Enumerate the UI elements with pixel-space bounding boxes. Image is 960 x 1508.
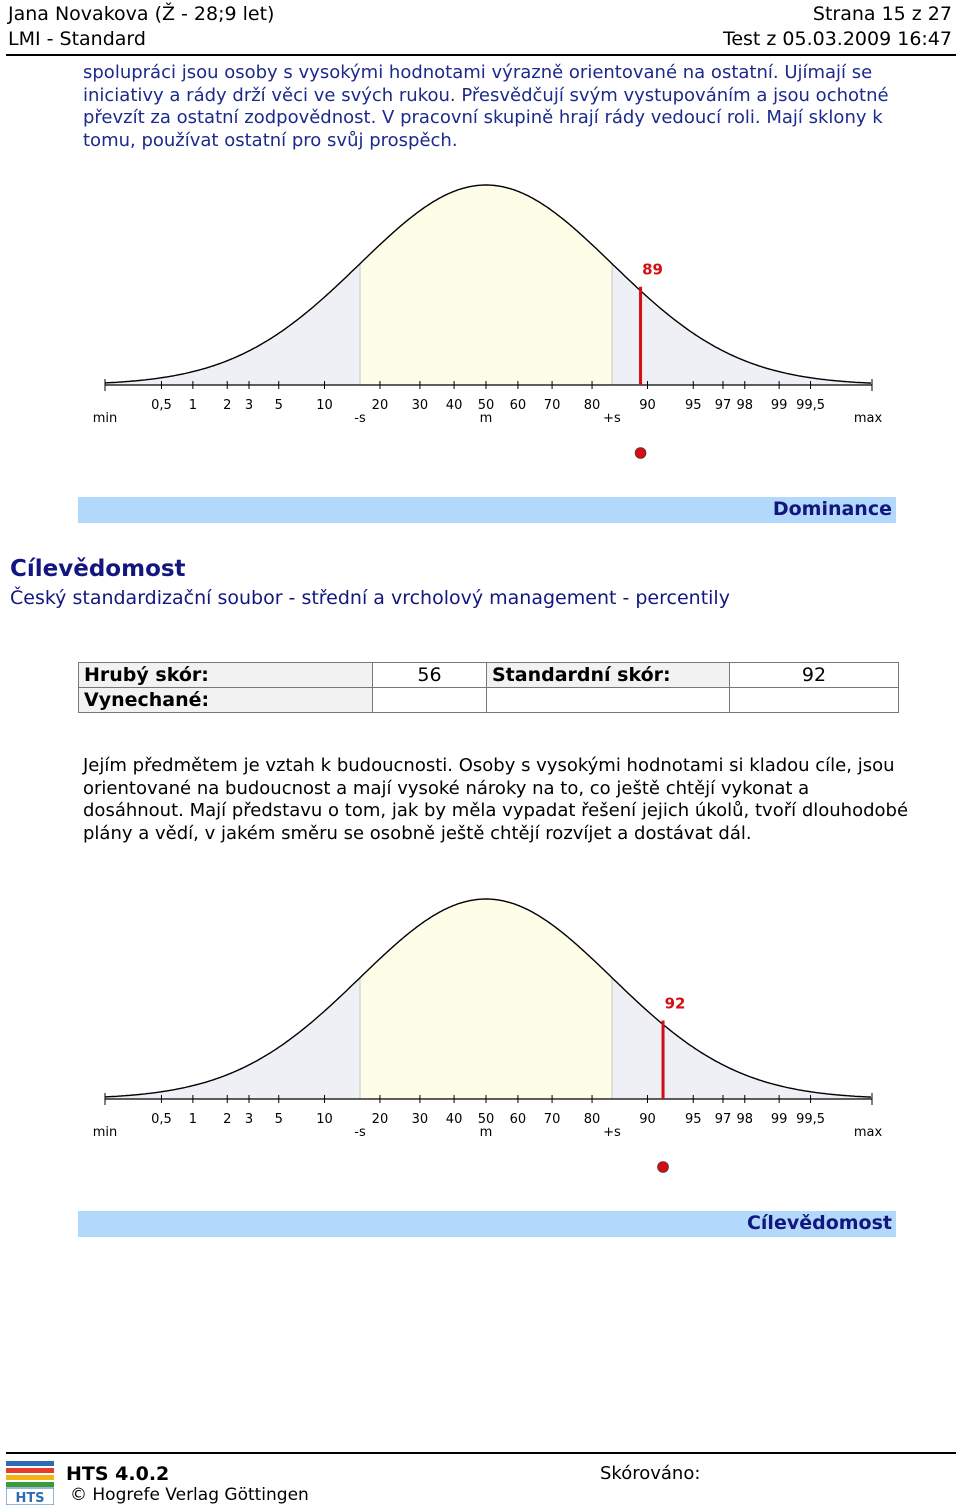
tick-label: 2 <box>223 398 232 413</box>
dominance-chart <box>0 170 960 470</box>
tick-label: 98 <box>736 1112 754 1127</box>
chart-plot <box>93 899 883 1173</box>
right-tail-area <box>612 264 872 385</box>
dominance-band <box>78 497 896 523</box>
tick-label: 95 <box>684 1112 702 1127</box>
tick-label: 80 <box>583 398 601 413</box>
score-marker-label: 92 <box>664 994 686 1013</box>
copyright: © Hogrefe Verlag Göttingen <box>70 1485 309 1505</box>
standard-score-label: Standardní skór: <box>487 663 730 688</box>
description-paragraph: Jejím předmětem je vztah k budoucnosti. Osoby s vysokými hodnotami si kladou cíle, jsou orientované na budoucnost a mají vysoké nároky na to, co ještě chtějí vykonat a dosáhnout. Mají představu o tom, jak by měla vypadat řešení jejich úkolů, tvoří dlouhodobé plány a vědí, v jakém směru se osobně ještě chtějí rozvíjet a dostávat dál. <box>83 755 909 844</box>
axis-sub-label: min <box>92 1125 118 1140</box>
tick-label: 20 <box>371 398 389 413</box>
scored-label: Skórováno: <box>600 1463 701 1484</box>
tick-label: 10 <box>316 1112 333 1127</box>
omitted-label: Vynechané: <box>79 688 373 713</box>
tick-label: 99 <box>770 1112 788 1127</box>
software-version: HTS 4.0.2 <box>66 1463 170 1485</box>
axis-sub-label: -s <box>354 1125 366 1140</box>
middle-area <box>360 185 612 385</box>
right-tail-area <box>612 978 872 1099</box>
tick-label: 5 <box>274 1112 283 1127</box>
tick-label: 80 <box>583 1112 601 1127</box>
page-number: Strana 15 z 27 <box>812 3 952 25</box>
tick-label: 2 <box>223 1112 232 1127</box>
omitted-value <box>373 688 487 713</box>
raw-score-value: 56 <box>373 663 487 688</box>
footer-divider <box>6 1452 956 1454</box>
axis-sub-label: m <box>479 1125 493 1140</box>
score-marker-label: 89 <box>642 260 663 279</box>
tick-label: 1 <box>188 398 198 413</box>
score-table <box>78 662 899 713</box>
middle-area <box>360 899 612 1099</box>
test-name: LMI - Standard <box>8 28 146 50</box>
tick-label: 5 <box>274 398 283 413</box>
tick-label: 50 <box>477 1112 495 1127</box>
tick-label: 1 <box>188 1112 198 1127</box>
tick-label: 0,5 <box>151 398 172 413</box>
tick-label: 10 <box>316 398 333 413</box>
raw-score-label: Hrubý skór: <box>79 663 373 688</box>
axis-sub-label: +s <box>603 411 621 426</box>
left-tail-area <box>105 978 360 1099</box>
tick-label: 70 <box>543 1112 561 1127</box>
test-date: Test z 05.03.2009 16:47 <box>722 28 952 50</box>
person-name: Jana Novakova (Ž - 28;9 let) <box>8 3 275 25</box>
tick-label: 30 <box>411 1112 429 1127</box>
tick-label: 99,5 <box>796 398 826 413</box>
standard-score-value: 92 <box>730 663 899 688</box>
tick-label: 99 <box>770 398 788 413</box>
axis-sub-label: max <box>853 411 883 426</box>
tick-label: 20 <box>371 1112 389 1127</box>
hts-logo-icon <box>6 1461 54 1505</box>
section-title: Cílevědomost <box>10 556 186 582</box>
axis-sub-label: max <box>853 1125 883 1140</box>
left-tail-area <box>105 264 360 385</box>
score-dot <box>635 448 646 459</box>
chart-plot <box>93 185 883 459</box>
tick-label: 40 <box>445 1112 463 1127</box>
intro-paragraph: spolupráci jsou osoby s vysokými hodnotami výrazně orientované na ostatní. Ujímají se iniciativy a rády drží věci ve svých rukou. Přesvědčují svým vystupováním a jsou ochotné převzít za ostatní zodpovědnost. V pracovní skupině hrají rády vedoucí roli. Mají sklony k tomu, používat ostatní pro svůj prospěch. <box>83 62 889 151</box>
tick-label: 60 <box>509 1112 527 1127</box>
tick-label: 98 <box>736 398 754 413</box>
goal-orientation-chart <box>0 884 960 1184</box>
tick-label: 70 <box>543 398 561 413</box>
tick-label: 3 <box>244 1112 254 1127</box>
logo-text: HTS <box>15 1491 45 1505</box>
tick-label: 90 <box>639 1112 656 1127</box>
tick-label: 60 <box>509 398 527 413</box>
tick-label: 30 <box>411 398 429 413</box>
tick-label: 95 <box>684 398 702 413</box>
tick-label: 40 <box>445 398 463 413</box>
tick-label: 99,5 <box>796 1112 826 1127</box>
axis-sub-label: m <box>479 411 493 426</box>
goal-orientation-band <box>78 1211 896 1237</box>
axis-sub-label: min <box>92 411 118 426</box>
dominance-band-label: Dominance <box>772 498 892 520</box>
tick-label: 3 <box>244 398 254 413</box>
score-dot <box>658 1162 669 1173</box>
empty-cell <box>730 688 899 713</box>
tick-label: 90 <box>639 398 656 413</box>
tick-label: 50 <box>477 398 495 413</box>
section-subtitle: Český standardizační soubor - střední a vrcholový management - percentily <box>10 587 730 609</box>
tick-label: 97 <box>714 398 732 413</box>
goal-orientation-band-label: Cílevědomost <box>746 1212 892 1234</box>
axis-sub-label: -s <box>354 411 366 426</box>
tick-label: 97 <box>714 1112 732 1127</box>
tick-label: 0,5 <box>151 1112 172 1127</box>
axis-sub-label: +s <box>603 1125 621 1140</box>
header-divider <box>6 54 956 56</box>
empty-cell <box>487 688 730 713</box>
